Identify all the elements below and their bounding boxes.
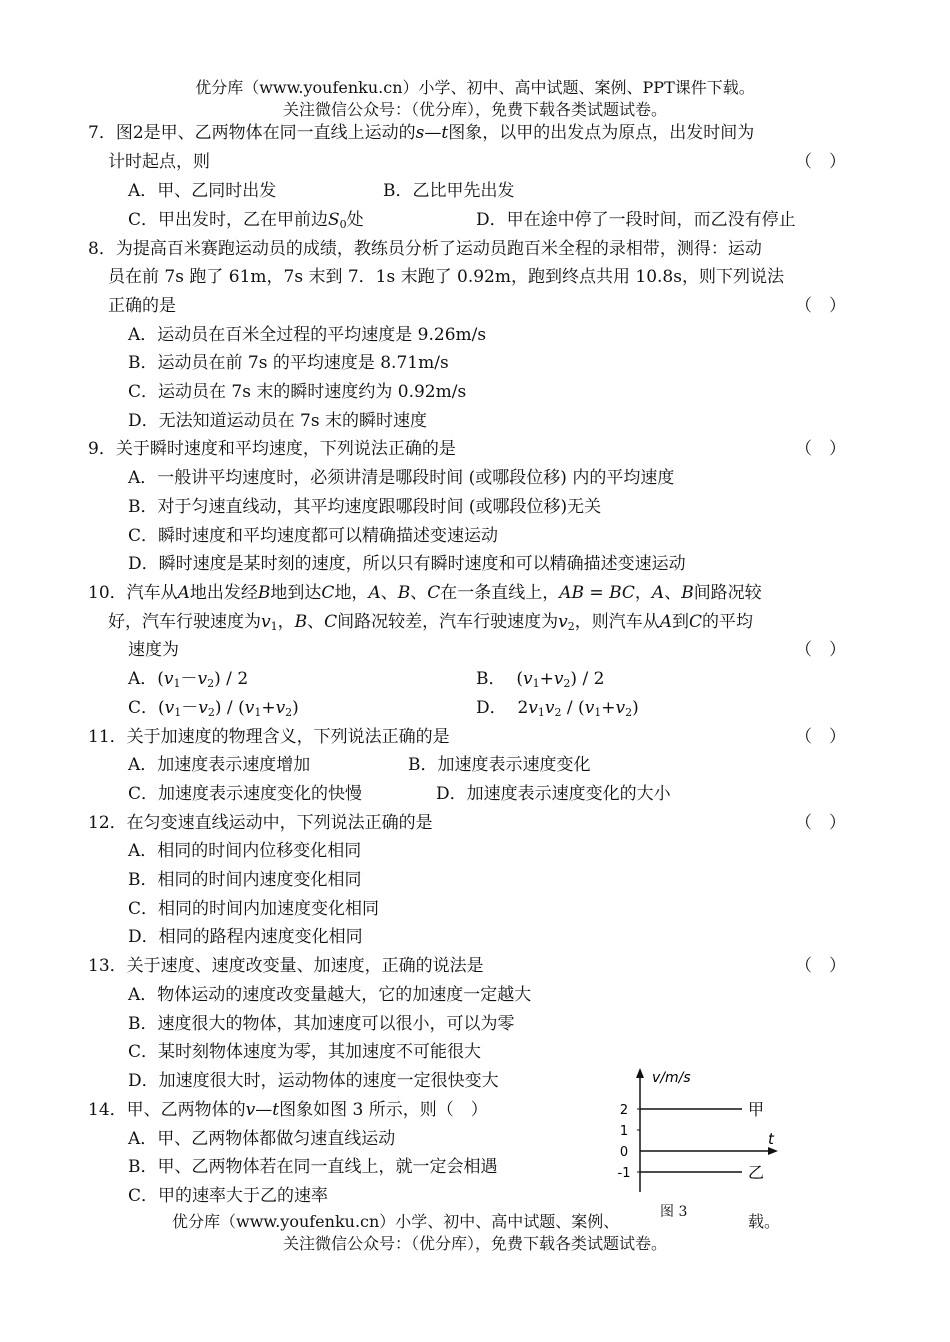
q7-option-a: A．甲、乙同时出发 [128, 181, 277, 201]
q7-line2: 计时起点，则 [108, 152, 210, 172]
q13-option-c: C．某时刻物体速度为零，其加速度不可能很大 [128, 1042, 482, 1062]
q11-answer-blank: （ ） [795, 727, 846, 747]
page-footer-line2: 关注微信公众号：（优分库），免费下载各类试题试卷。 [282, 1234, 667, 1253]
y-tick-label: 0 [619, 1145, 629, 1160]
q11-option-b: B．加速度表示速度变化 [408, 755, 591, 775]
y-ticks [618, 1103, 640, 1181]
page-footer-line1-right: 载。 [748, 1212, 781, 1231]
q9-line1: 9．关于瞬时速度和平均速度，下列说法正确的是 [88, 439, 456, 459]
q13-option-d: D．加速度很大时，运动物体的速度一定很快变大 [128, 1071, 499, 1091]
figure-3-caption: 图 3 [660, 1204, 688, 1220]
q12-option-d: D．相同的路程内速度变化相同 [128, 927, 363, 947]
q9-option-a: A．一般讲平均速度时，必须讲清是哪段时间 (或哪段位移) 内的平均速度 [128, 468, 675, 488]
q7-option-b: B．乙比甲先出发 [383, 181, 515, 201]
y-tick-label: -1 [617, 1166, 631, 1181]
series-label-jia: 甲 [748, 1100, 765, 1119]
q8-line1: 8．为提高百米赛跑运动员的成绩，教练员分析了运动员跑百米全程的录相带，测得：运动 [88, 239, 762, 259]
series-lines [640, 1100, 764, 1182]
q10-option-b: B． $(v_1+v_2) / 2$ [476, 669, 605, 690]
q10-option-c: C．$(v_1-v_2) / (v_1+v_2)$ [128, 698, 299, 719]
q9-option-c: C．瞬时速度和平均速度都可以精确描述变速运动 [128, 526, 499, 546]
q13-option-b: B．速度很大的物体，其加速度可以很小，可以为零 [128, 1014, 515, 1034]
q11-line1: 11．关于加速度的物理含义，下列说法正确的是 [88, 727, 450, 747]
q9-answer-blank: （ ） [795, 439, 846, 459]
q10-option-a: A．$(v_1-v_2) / 2$ [128, 669, 249, 690]
q12-option-c: C．相同的时间内加速度变化相同 [128, 899, 380, 919]
q12-option-b: B．相同的时间内速度变化相同 [128, 870, 362, 890]
q7-answer-blank: （ ） [795, 152, 846, 172]
y-tick-label: 1 [619, 1124, 629, 1139]
figure-3-vt-graph [610, 1062, 790, 1222]
q13-option-a: A．物体运动的速度改变量越大，它的加速度一定越大 [128, 985, 532, 1005]
q9-option-b: B．对于匀速直线动，其平均速度跟哪段时间 (或哪段位移)无关 [128, 497, 602, 517]
q10-line1: 10．汽车从A地出发经B地到达C地，A、B、C在一条直线上，AB = BC，A、B间路况较 [88, 583, 762, 603]
page-header-line1: 优分库（www.youfenku.cn）小学、初中、高中试题、案例、PPT课件下载。 [195, 78, 755, 97]
q10-line2: 好，汽车行驶速度为$v_1$，B、C间路况较差，汽车行驶速度为$v_2$，则汽车从A到C的平均 [108, 612, 754, 633]
q7-option-d: D．甲在途中停了一段时间，而乙没有停止 [476, 210, 796, 230]
q10-answer-blank: （ ） [795, 640, 846, 660]
q11-option-a: A．加速度表示速度增加 [128, 755, 311, 775]
page-header-line2: 关注微信公众号：（优分库），免费下载各类试题试卷。 [282, 100, 667, 119]
q8-option-a: A．运动员在百米全过程的平均速度是 9.26m/s [128, 325, 487, 345]
q14-line1: 14．甲、乙两物体的v—t图象如图 3 所示，则（ ） [88, 1100, 488, 1120]
q12-line1: 12．在匀变速直线运动中，下列说法正确的是 [88, 813, 433, 833]
q8-line3: 正确的是 [108, 296, 176, 316]
q9-option-d: D．瞬时速度是某时刻的速度，所以只有瞬时速度和可以精确描述变速运动 [128, 554, 686, 574]
q8-line2: 员在前 7s 跑了 61m，7s 末到 7．1s 末跑了 0.92m，跑到终点共用 10.8s，则下列说法 [108, 267, 784, 287]
y-axis-arrow [636, 1068, 644, 1078]
y-axis-label: v/m/s [652, 1070, 691, 1086]
q8-option-b: B．运动员在前 7s 的平均速度是 8.71m/s [128, 353, 449, 373]
q10-option-d: D． $2v_1v_2 / (v_1+v_2)$ [476, 698, 639, 719]
q8-option-c: C．运动员在 7s 末的瞬时速度约为 0.92m/s [128, 382, 467, 402]
page-footer-line1-left: 优分库（www.youfenku.cn）小学、初中、高中试题、案例、 [172, 1212, 620, 1231]
q12-answer-blank: （ ） [795, 813, 846, 833]
q13-answer-blank: （ ） [795, 956, 846, 976]
y-tick-label: 2 [619, 1103, 629, 1118]
q12-option-a: A．相同的时间内位移变化相同 [128, 841, 362, 861]
series-label-yi: 乙 [748, 1163, 765, 1182]
x-axis-arrow [768, 1147, 778, 1155]
q14-option-b: B．甲、乙两物体若在同一直线上，就一定会相遇 [128, 1157, 498, 1177]
q7-option-c: C．甲出发时，乙在甲前边$S_0$处 [128, 210, 364, 231]
q8-answer-blank: （ ） [795, 296, 846, 316]
q10-line3: 速度为 [128, 640, 179, 660]
x-axis-label: t [768, 1130, 774, 1148]
q14-option-c: C．甲的速率大于乙的速率 [128, 1186, 329, 1206]
q13-line1: 13．关于速度、速度改变量、加速度，正确的说法是 [88, 956, 484, 976]
q7-line1: 7．图2是甲、乙两物体在同一直线上运动的s—t图象，以甲的出发点为原点，出发时间为 [88, 123, 755, 143]
q11-option-d: D．加速度表示速度变化的大小 [436, 784, 671, 804]
q8-option-d: D．无法知道运动员在 7s 末的瞬时速度 [128, 411, 427, 431]
q14-option-a: A．甲、乙两物体都做匀速直线运动 [128, 1129, 396, 1149]
q11-option-c: C．加速度表示速度变化的快慢 [128, 784, 363, 804]
